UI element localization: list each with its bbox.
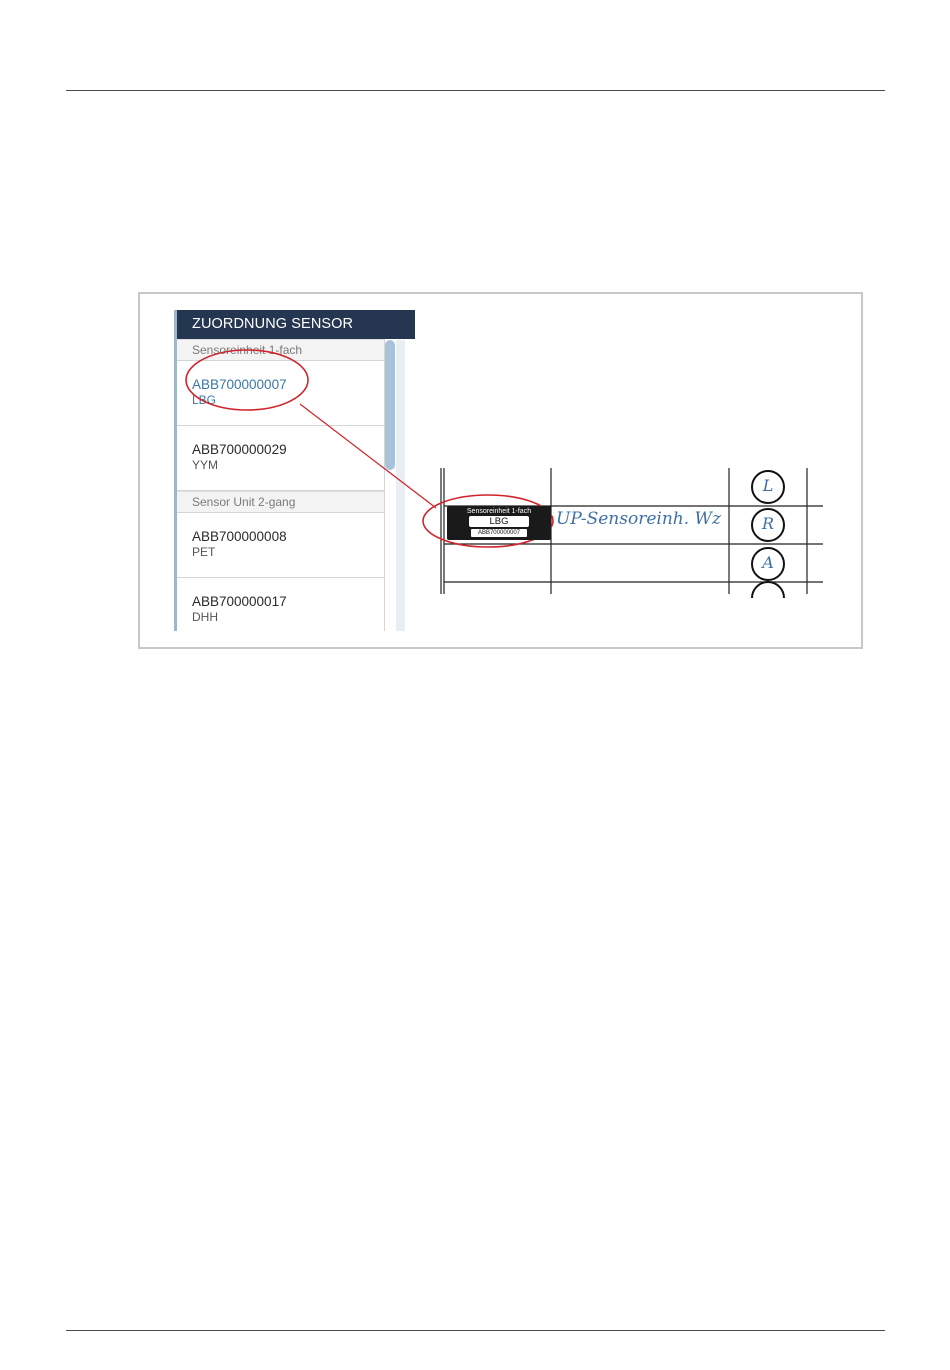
sticker-type: Sensoreinheit 1-fach (466, 508, 532, 515)
sensor-code: PET (192, 545, 216, 559)
group-header: Sensoreinheit 1-fach (177, 339, 384, 361)
circle-letter: A (762, 553, 774, 572)
sensor-sticker (447, 506, 551, 540)
sticker-code: LBG (469, 516, 529, 527)
sensor-id: ABB700000007 (192, 377, 287, 392)
list-item[interactable] (177, 513, 384, 578)
sensor-id: ABB700000017 (192, 594, 287, 609)
circle-letter: L (762, 476, 774, 495)
sensor-code: DHH (192, 610, 218, 624)
group-header: Sensor Unit 2-gang (177, 491, 384, 513)
sticker-serial: ABB700000007 (471, 529, 527, 537)
sensor-assignment-panel (174, 310, 415, 631)
footer-rule (66, 1330, 885, 1331)
sensor-list (177, 339, 385, 631)
figure-frame (138, 292, 863, 649)
header-rule (66, 90, 885, 91)
sensor-code: LBG (192, 393, 217, 407)
sensor-id: ABB700000008 (192, 529, 287, 544)
list-item[interactable] (177, 426, 384, 491)
list-item-selected[interactable] (177, 361, 384, 426)
list-item[interactable] (177, 578, 384, 631)
sensor-code: YYM (192, 458, 219, 472)
scrollbar-track[interactable] (396, 340, 405, 631)
handwritten-label: UP-Sensoreinh. Wz (556, 509, 721, 529)
scrollbar-thumb[interactable] (385, 340, 395, 470)
sensor-id: ABB700000029 (192, 442, 287, 457)
circle-letter: R (761, 514, 775, 533)
panel-title: ZUORDNUNG SENSOR (177, 310, 415, 339)
